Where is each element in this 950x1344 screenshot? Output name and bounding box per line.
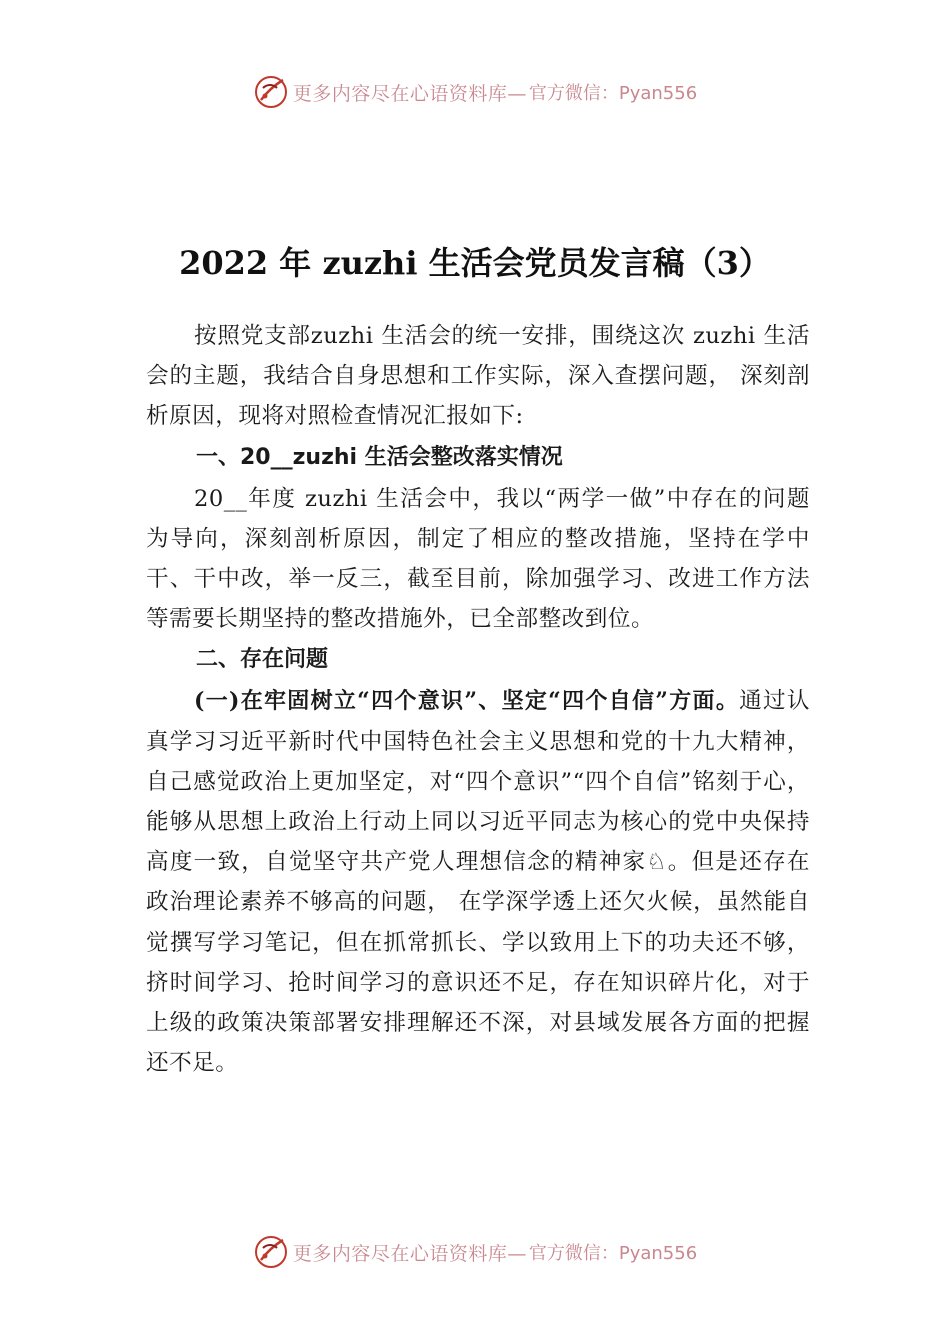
watermark-contact: 官方微信：Pyan556: [528, 83, 698, 104]
watermark-text: 更多内容尽在心语资料库—: [292, 82, 527, 105]
scroll-quill-logo-icon: [253, 1234, 289, 1270]
document-title: 2022 年 zuzhi 生活会党员发言稿（3）: [179, 244, 771, 282]
section1-paragraph: 20__年度 zuzhi 生活会中，我以“两学一做”中存在的问题为导向，深刻剖析原因，制定了相应的整改措施，坚持在学中干、干中改，举一反三，截至目前，除加强学习、改进工作方法等需要长期坚持的整改措施外，已全部整改到位。: [146, 485, 810, 633]
section1-heading: 一、20__zuzhi 生活会整改落实情况: [196, 444, 563, 470]
intro-paragraph: 按照党支部zuzhi 生活会的统一安排，围绕这次 zuzhi 生活会的主题，我结合自身思想和工作实际，深入查摆问题， 深刻剖析原因，现将对照检查情况汇报如下:: [146, 323, 810, 430]
subsection1-heading: (一)在牢固树立“四个意识”、坚定“四个自信”方面。: [194, 688, 740, 715]
watermark-footer: [0, 1232, 950, 1272]
subsection1-body: 通过认真学习习近平新时代中国特色社会主义思想和党的十九大精神，自己感觉政治上更加坚定，对“四个意识”“四个自信”铭刻于心，能够从思想上政治上行动上同以习近平同志为核心的党中央保持高度一致，自觉坚守共产党人理想信念的精神家♘。但是还存在政治理论素养不够高的问题， 在学深学透上还欠火候，虽然能自觉撰写学习笔记，但在抓常抓长、学以致用上下的功夫还不够，挤时间学习、抢时间学习的意识还不足，存在知识碎片化，对于上级的政策决策部署安排理解还不深，对县域发展各方面的把握还不足。: [146, 688, 811, 1077]
watermark-text: 更多内容尽在心语资料库—: [292, 1242, 527, 1265]
document-body: [146, 316, 810, 1083]
scroll-quill-logo-icon: [253, 74, 289, 110]
section2-heading: 二、存在问题: [196, 647, 329, 673]
subsection1-paragraph: [146, 681, 810, 1083]
watermark-header: [0, 72, 950, 112]
watermark-contact: 官方微信：Pyan556: [528, 1243, 698, 1264]
